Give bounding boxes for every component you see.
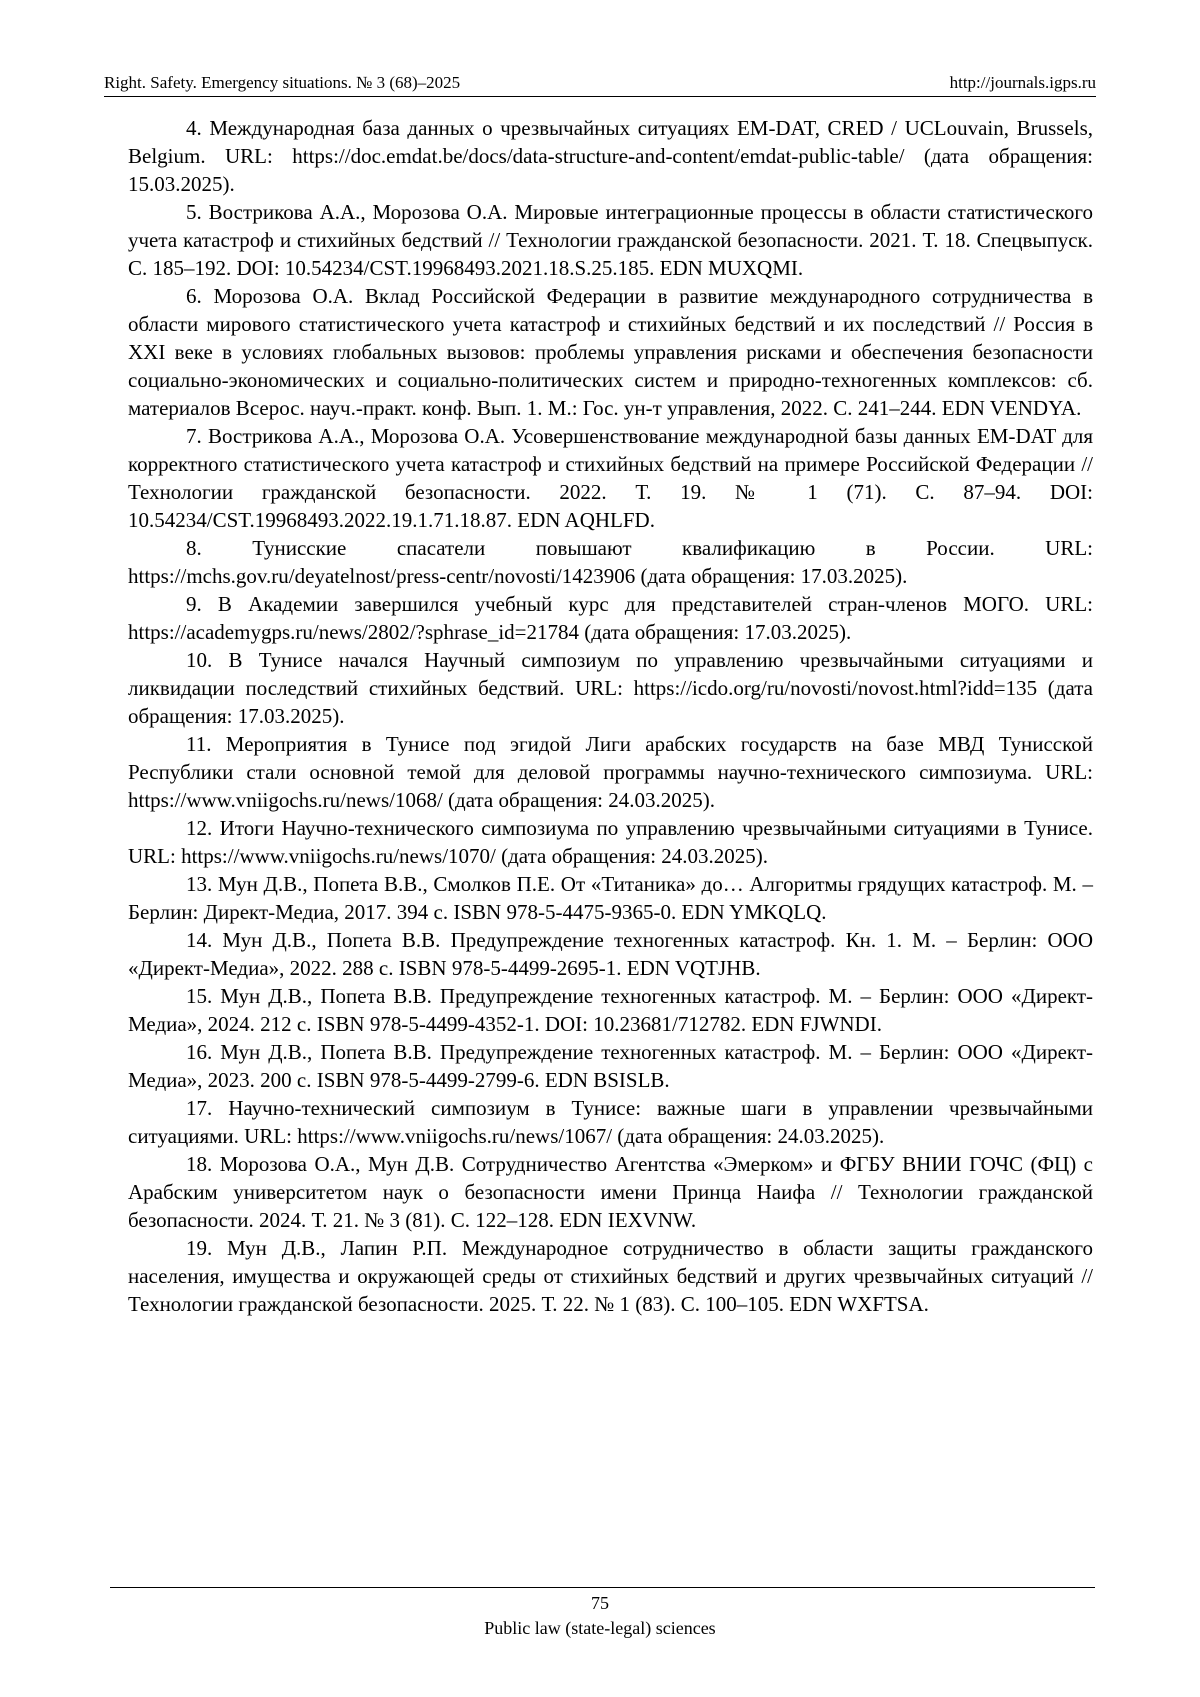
header-divider: [104, 96, 1096, 97]
reference-item: 18. Морозова О.А., Мун Д.В. Сотрудничество Агентства «Эмерком» и ФГБУ ВНИИ ГОЧС (ФЦ) с Арабским университетом наук о безопасности имени Принца Наифа // Технологии гражданской безопасности. 2024. Т. 21. № 3 (81). С. 122–128. EDN IEXVNW.: [128, 1152, 1093, 1232]
journal-url[interactable]: http://journals.igps.ru: [949, 73, 1096, 92]
journal-title: Right. Safety. Emergency situations. № 3 (68)–2025: [104, 73, 461, 92]
reference-item: 10. В Тунисе начался Научный симпозиум по управлению чрезвычайными ситуациями и ликвидации последствий стихийных бедствий. URL: https://icdo.org/ru/novosti/novost.html?idd=135 (дата обращения: 17.03.2025).: [128, 648, 1093, 728]
reference-item: 19. Мун Д.В., Лапин Р.П. Международное сотрудничество в области защиты гражданского населения, имущества и окружающей среды от стихийных бедствий и других чрезвычайных ситуаций // Технологии гражданской безопасности. 2025. Т. 22. № 1 (83). С. 100–105. EDN WXFTSA.: [128, 1236, 1093, 1316]
reference-item: 4. Международная база данных о чрезвычайных ситуациях EM-DAT, CRED / UCLouvain, Brussels, Belgium. URL: https://doc.emdat.be/docs/data-structure-and-content/emdat-public-table/ (дата обращения: 15.03.2025).: [128, 116, 1093, 196]
reference-item: 12. Итоги Научно-технического симпозиума по управлению чрезвычайными ситуациями в Тунисе. URL: https://www.vniigochs.ru/news/1070/ (дата обращения: 24.03.2025).: [128, 816, 1093, 868]
reference-item: 6. Морозова О.А. Вклад Российской Федерации в развитие международного сотрудничества в области мирового статистического учета катастроф и стихийных бедствий и их последствий // Россия в XXI веке в условиях глобальных вызовов: проблемы управления рисками и обеспечения безопасности социально-экономических и социально-политических систем и природно-техногенных комплексов: сб. материалов Всерос. науч.-практ. конф. Вып. 1. М.: Гос. ун-т управления, 2022. С. 241–244. EDN VENDYA.: [128, 284, 1093, 420]
running-header: [104, 72, 1096, 94]
reference-item: 16. Мун Д.В., Попета В.В. Предупреждение техногенных катастроф. М. – Берлин: ООО «Директ-Медиа», 2023. 200 с. ISBN 978-5-4499-2799-6. EDN BSISLB.: [128, 1040, 1093, 1092]
footer-section-title: Public law (state-legal) sciences: [484, 1618, 716, 1638]
reference-item: 15. Мун Д.В., Попета В.В. Предупреждение техногенных катастроф. М. – Берлин: ООО «Директ-Медиа», 2024. 212 с. ISBN 978-5-4499-4352-1. DOI: 10.23681/712782. EDN FJWNDI.: [128, 984, 1093, 1036]
reference-item: 13. Мун Д.В., Попета В.В., Смолков П.Е. От «Титаника» до… Алгоритмы грядущих катастроф. М. – Берлин: Директ-Медиа, 2017. 394 с. ISBN 978-5-4475-9365-0. EDN YMKQLQ.: [128, 872, 1093, 924]
page-number: 75: [591, 1593, 609, 1613]
reference-item: 5. Вострикова А.А., Морозова О.А. Мировые интеграционные процессы в области статистического учета катастроф и стихийных бедствий // Технологии гражданской безопасности. 2021. Т. 18. Спецвыпуск. С. 185–192. DOI: 10.54234/CST.19968493.2021.18.S.25.185. EDN MUXQMI.: [128, 200, 1093, 280]
reference-list: [128, 114, 1093, 1318]
reference-item: 11. Мероприятия в Тунисе под эгидой Лиги арабских государств на базе МВД Тунисской Республики стали основной темой для деловой программы научно-технического симпозиума. URL: https://www.vniigochs.ru/news/1068/ (дата обращения: 24.03.2025).: [128, 732, 1093, 812]
reference-item: 17. Научно-технический симпозиум в Тунисе: важные шаги в управлении чрезвычайными ситуациями. URL: https://www.vniigochs.ru/news/1067/ (дата обращения: 24.03.2025).: [128, 1096, 1093, 1148]
reference-item: 14. Мун Д.В., Попета В.В. Предупреждение техногенных катастроф. Кн. 1. М. – Берлин: ООО «Директ-Медиа», 2022. 288 с. ISBN 978-5-4499-2695-1. EDN VQTJHB.: [128, 928, 1093, 980]
footer-divider: [110, 1587, 1095, 1588]
reference-item: 9. В Академии завершился учебный курс для представителей стран-членов МОГО. URL: https://academygps.ru/news/2802/?sphrase_id=21784 (дата обращения: 17.03.2025).: [128, 592, 1093, 644]
reference-item: 7. Вострикова А.А., Морозова О.А. Усовершенствование международной базы данных EM-DAT для корректного статистического учета катастроф и стихийных бедствий на примере Российской Федерации // Технологии гражданской безопасности. 2022. Т. 19. № 1 (71). С. 87–94. DOI: 10.54234/CST.19968493.2022.19.1.71.18.87. EDN AQHLFD.: [128, 424, 1093, 532]
reference-item: 8. Тунисские спасатели повышают квалификацию в России. URL: https://mchs.gov.ru/deyatelnost/press-centr/novosti/1423906 (дата обращения: 17.03.2025).: [128, 536, 1093, 588]
